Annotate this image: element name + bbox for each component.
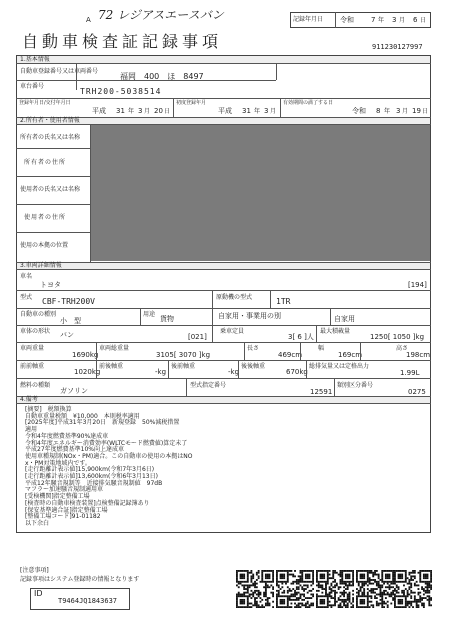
expiry-month: 3 — [396, 107, 401, 115]
expiry-label: 有効期間の満了する日 — [283, 100, 334, 106]
remark-line: 令和4年度エネルギー消費効率(WLTCモード燃費値)算定未了 — [25, 439, 188, 447]
remark-line: 令和4年度燃費基準90%達成車 — [25, 432, 109, 440]
remark-line: [2025年度]平成31年3月20日 新規登録 50%減税措置 — [25, 419, 180, 427]
maker: トヨタ — [40, 281, 61, 289]
width: 169cm — [338, 351, 363, 359]
class-no-label: 類別区分番号 — [337, 382, 374, 389]
expiry-year: 8 — [376, 107, 381, 115]
body-label: 車体の形状 — [20, 328, 51, 335]
record-date-day: 6 — [413, 16, 418, 24]
type-no: 12591 — [310, 388, 333, 396]
hi-label: 日 — [420, 17, 427, 24]
first-inspect-month: 3 — [264, 107, 269, 115]
use: 貨物 — [160, 315, 174, 323]
rear-rear-axle-label: 後後軸重 — [241, 363, 266, 370]
remark-line: [保安基準適合証]指定整備工場 — [25, 506, 108, 514]
id-value: T9464JQ1843637 — [58, 597, 118, 605]
max-load-label: 最大積載量 — [320, 328, 351, 335]
width-label: 幅 — [318, 345, 325, 352]
expiry-era: 令和 — [352, 107, 366, 115]
capacity-label: 乗車定員 — [220, 328, 245, 335]
front-front-axle-label: 前前軸重 — [20, 363, 45, 370]
qr-code-3 — [316, 570, 354, 608]
record-date-month: 3 — [392, 16, 397, 24]
a-mark: A — [86, 16, 91, 24]
chassis-number: TRH200-5038514 — [80, 87, 162, 96]
record-date-year: 7 — [371, 16, 376, 24]
use-label: 用途 — [143, 311, 156, 318]
expiry-day: 19 — [412, 107, 421, 115]
body-code: [021] — [188, 333, 207, 341]
remark-line: [整備工場コード]91-01182 — [25, 513, 101, 521]
remark-line: [検査時の自動車検査装置]点検整備記録簿あり — [25, 499, 150, 507]
engine-label: 原動機の型式 — [216, 294, 253, 301]
doc-title: 自動車検査証記録事項 — [22, 32, 223, 51]
type-no-label: 型式指定番号 — [190, 382, 227, 389]
expiry-hi: 日 — [422, 108, 429, 115]
expiry-nen: 年 — [384, 108, 391, 115]
rear-front-axle: -kg — [228, 368, 240, 376]
displacement-label: 総排気量又は定格出力 — [309, 363, 370, 370]
notice-label: [注意事項] — [20, 567, 49, 574]
rear-front-axle-label: 後前軸重 — [171, 363, 196, 370]
remark-line: 以下余白 — [25, 519, 50, 527]
gross-label: 車両総重量 — [99, 345, 130, 352]
maker-code: [194] — [408, 281, 427, 289]
notice-text: 記録事項はシステム登録時の情報となります — [20, 576, 140, 583]
rear-rear-axle: 670kg — [286, 368, 308, 376]
first-reg-era: 平成 — [92, 107, 106, 115]
qr-code-5 — [394, 570, 432, 608]
first-reg-label: 登録年月日/交付年月日 — [19, 100, 71, 106]
handwritten-note: 72 レジアスエースバン — [98, 8, 224, 22]
expiry-tsuki: 月 — [402, 108, 409, 115]
remark-line: 自動車重量税額 ¥10,000 本則税率適用 — [25, 412, 140, 420]
tsuki-label: 月 — [399, 17, 406, 24]
remark-line: 使用車種規制(NOx・PM)適合。この自動車の使用の本拠はNO — [25, 452, 193, 460]
model: CBF-TRH200V — [42, 297, 95, 306]
remark-line: マフラー加速騒音規制適用車 — [25, 486, 104, 494]
redacted-owner-info — [91, 125, 430, 261]
owner-address-label: 所有者の住所 — [24, 159, 67, 166]
first-reg-hi: 日 — [164, 108, 171, 115]
displacement: 1.99L — [400, 369, 420, 377]
height-label: 高さ — [396, 345, 409, 352]
height: 198cm — [406, 351, 431, 359]
section-3-label: 3.車両詳細情報 — [20, 262, 62, 269]
length: 469cm — [278, 351, 303, 359]
engine: 1TR — [276, 297, 291, 306]
first-reg-year: 31 — [116, 107, 125, 115]
qr-code-4 — [356, 570, 394, 608]
first-reg-day: 20 — [154, 107, 163, 115]
reg-number: 福岡 400 ほ 8497 — [120, 72, 204, 81]
capacity: 3[ 6 ]人 — [288, 333, 314, 341]
business-label: 自家用・事業用の別 — [218, 312, 281, 320]
user-name-label: 使用者の氏名又は名称 — [20, 186, 81, 193]
serial-number: 911230127997 — [372, 43, 423, 51]
first-reg-month: 3 — [138, 107, 143, 115]
first-reg-tsuki: 月 — [144, 108, 151, 115]
front-front-axle: 1020kg — [74, 368, 101, 376]
first-inspect-tsuki: 月 — [270, 108, 277, 115]
body: バン — [60, 331, 74, 339]
remark-line: [受検機関]指定整備工場 — [25, 493, 90, 501]
length-label: 長さ — [247, 345, 260, 352]
record-date-label: 記録年月日 — [293, 16, 324, 23]
chassis-label: 車台番号 — [20, 83, 45, 90]
fuel-label: 燃料の種類 — [20, 382, 51, 389]
model-label: 型式 — [20, 294, 33, 301]
first-reg-nen: 年 — [128, 108, 135, 115]
remark-line: [走行距離計表示値]15,900km(令和7年3月6日) — [25, 466, 155, 474]
owner-name-label: 所有者の氏名又は名称 — [20, 134, 81, 141]
remark-line: [摘要] 税額換算 — [25, 406, 72, 413]
kind-label: 自動車の種別 — [20, 311, 57, 318]
remark-line: 平成12年騒音規制等 近接排気騒音規制値 97dB — [25, 479, 163, 487]
user-address-label: 使用者の住所 — [24, 214, 67, 221]
base-location-label: 使用の本拠の位置 — [20, 242, 69, 249]
record-date-era: 令和 — [340, 16, 354, 24]
business: 自家用 — [334, 315, 355, 323]
qr-code-2 — [276, 570, 314, 608]
first-inspect-label: 初度登録年月 — [176, 100, 207, 106]
maker-label: 車名 — [20, 273, 33, 280]
front-rear-axle: -kg — [155, 368, 167, 376]
remark-line: [走行距離計表示値]13,600km(令和6年3月13日) — [25, 473, 158, 480]
reg-number-label: 自動車登録番号又は車両番号 — [20, 68, 99, 75]
first-inspect-year: 31 — [242, 107, 251, 115]
section-1-label: 1.基本情報 — [20, 56, 50, 63]
gross: 3105[ 3070 ]kg — [156, 351, 211, 359]
remark-line: 適用 — [25, 426, 38, 434]
section-4-label: 4.備考 — [20, 396, 38, 403]
remark-line: 平成27年度燃費基準10%向上達成車 — [25, 446, 124, 454]
class-no: 0275 — [408, 388, 426, 396]
kind: 小 型 — [60, 317, 81, 325]
weight-label: 車両重量 — [20, 345, 45, 352]
front-rear-axle-label: 前後軸重 — [99, 363, 124, 370]
section-1-header — [17, 56, 430, 63]
section-2-label: 2.所有者・使用者情報 — [20, 117, 80, 124]
max-load: 1250[ 1050 ]kg — [370, 333, 425, 341]
first-inspect-era: 平成 — [218, 107, 232, 115]
id-label: ID — [34, 589, 43, 598]
nen-label: 年 — [378, 17, 385, 24]
qr-code-1 — [236, 570, 274, 608]
first-inspect-nen: 年 — [254, 108, 261, 115]
fuel: ガソリン — [60, 387, 88, 395]
weight: 1690kg — [72, 351, 99, 359]
remark-line: x・PM対策地域内です。 — [25, 459, 91, 467]
